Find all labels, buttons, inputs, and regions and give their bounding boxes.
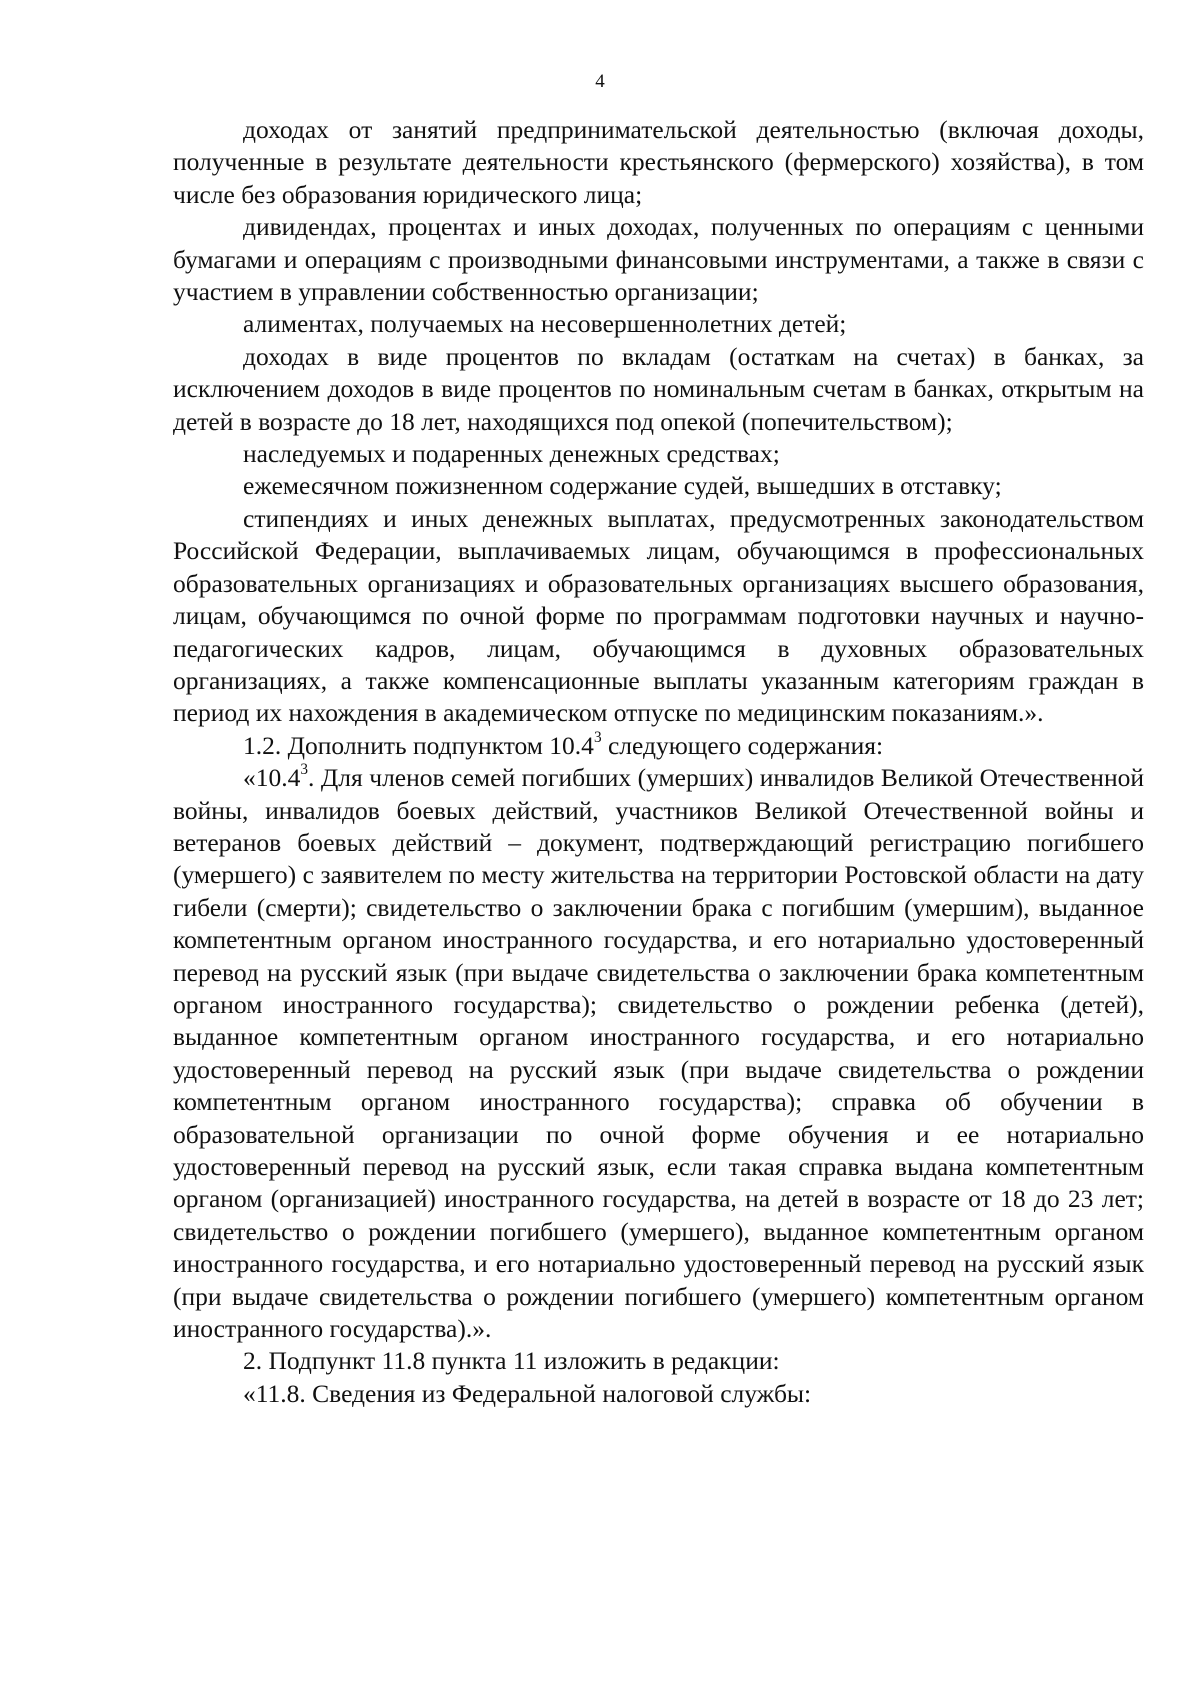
subitem-10-4-3-text: . Для членов семей погибших (умерших) инвалидов Великой Отечественной войны, инвалидов боевых действий, участников Великой Отечественной войны и ветеранов боевых действий – документ, подтверждающий регистрацию погибшего (умершего) с заявителем по месту жительства на территории Ростовской области на дату гибели (смерти); свидетельство о заключении брака с погибшим (умершим), выданное компетентным органом иностранного государства, и его нотариально удостоверенный перевод на русский язык (при выдаче свидетельства о заключении брака компетентным органом иностранного государства); свидетельство о рождении ребенка (детей), выданное компетентным органом иностранного государства, и его нотариально удостоверенный перевод на русский язык (при выдаче свидетельства о рождении компетентным органом иностранного государства); справка об обучении в образовательной организации по очной форме обучения и ее нотариально удостоверенный перевод на русский язык, если такая справка выдана компетентным органом (организацией) иностранного государства, на детей в возрасте от 18 до 23 лет; свидетельство о рождении погибшего (умершего), выданное компетентным органом иностранного государства, и его нотариально удостоверенный перевод на русский язык (при выдаче свидетельства о рождении погибшего (умершего) компетентным органом иностранного государства).». [173,763,1144,1344]
document-body [173,114,1144,1410]
subitem-10-4-3-number: «10.4 [243,763,301,793]
paragraph-scholarships: стипендиях и иных денежных выплатах, предусмотренных законодательством Российской Федерации, выплачиваемых лицам, обучающимся в профессиональных образовательных организациях и образовательных организациях высшего образования, лицам, обучающимся по очной форме по программам подготовки научных и научно-педагогических кадров, лицам, обучающимся в духовных образовательных организациях, а также компенсационные выплаты указанным категориям граждан в период их нахождения в академическом отпуске по медицинским показаниям.». [173,503,1144,728]
paragraph-judges-allowance: ежемесячном пожизненном содержание судей, вышедших в отставку; [243,471,1002,501]
subitem-11-8: «11.8. Сведения из Федеральной налоговой службы: [243,1378,812,1408]
paragraph-deposit-interest: доходах в виде процентов по вкладам (остаткам на счетах) в банках, за исключением доходов в виде процентов по номинальным счетам в банках, открытым на детей в возрасте до 18 лет, находящихся под опекой (попечительством); [173,341,1144,436]
subitem-10-4-3 [173,762,1144,1345]
paragraph-dividends: дивидендах, процентах и иных доходах, полученных по операциям с ценными бумагами и операциям с производными финансовыми инструментами, а также в связи с участием в управлении собственностью организации; [173,212,1144,307]
amendment-1-2 [173,730,1144,762]
amendment-2: 2. Подпункт 11.8 пункта 11 изложить в редакции: [243,1346,780,1376]
paragraph-alimony: алиментах, получаемых на несовершеннолетних детей; [243,309,847,339]
paragraph-inherited-funds: наследуемых и подаренных денежных средствах; [243,439,780,469]
page-number: 4 [595,71,605,92]
subitem-10-4-3-superscript: 3 [300,761,309,779]
amendment-1-2-superscript: 3 [593,728,602,746]
amendment-1-2-tail: следующего содержания: [601,730,884,760]
amendment-1-2-text: 1.2. Дополнить подпунктом 10.4 [243,730,594,760]
paragraph-business-income: доходах от занятий предпринимательской деятельностью (включая доходы, полученные в результате деятельности крестьянского (фермерского) хозяйства), в том числе без образования юридического лица; [173,115,1144,209]
